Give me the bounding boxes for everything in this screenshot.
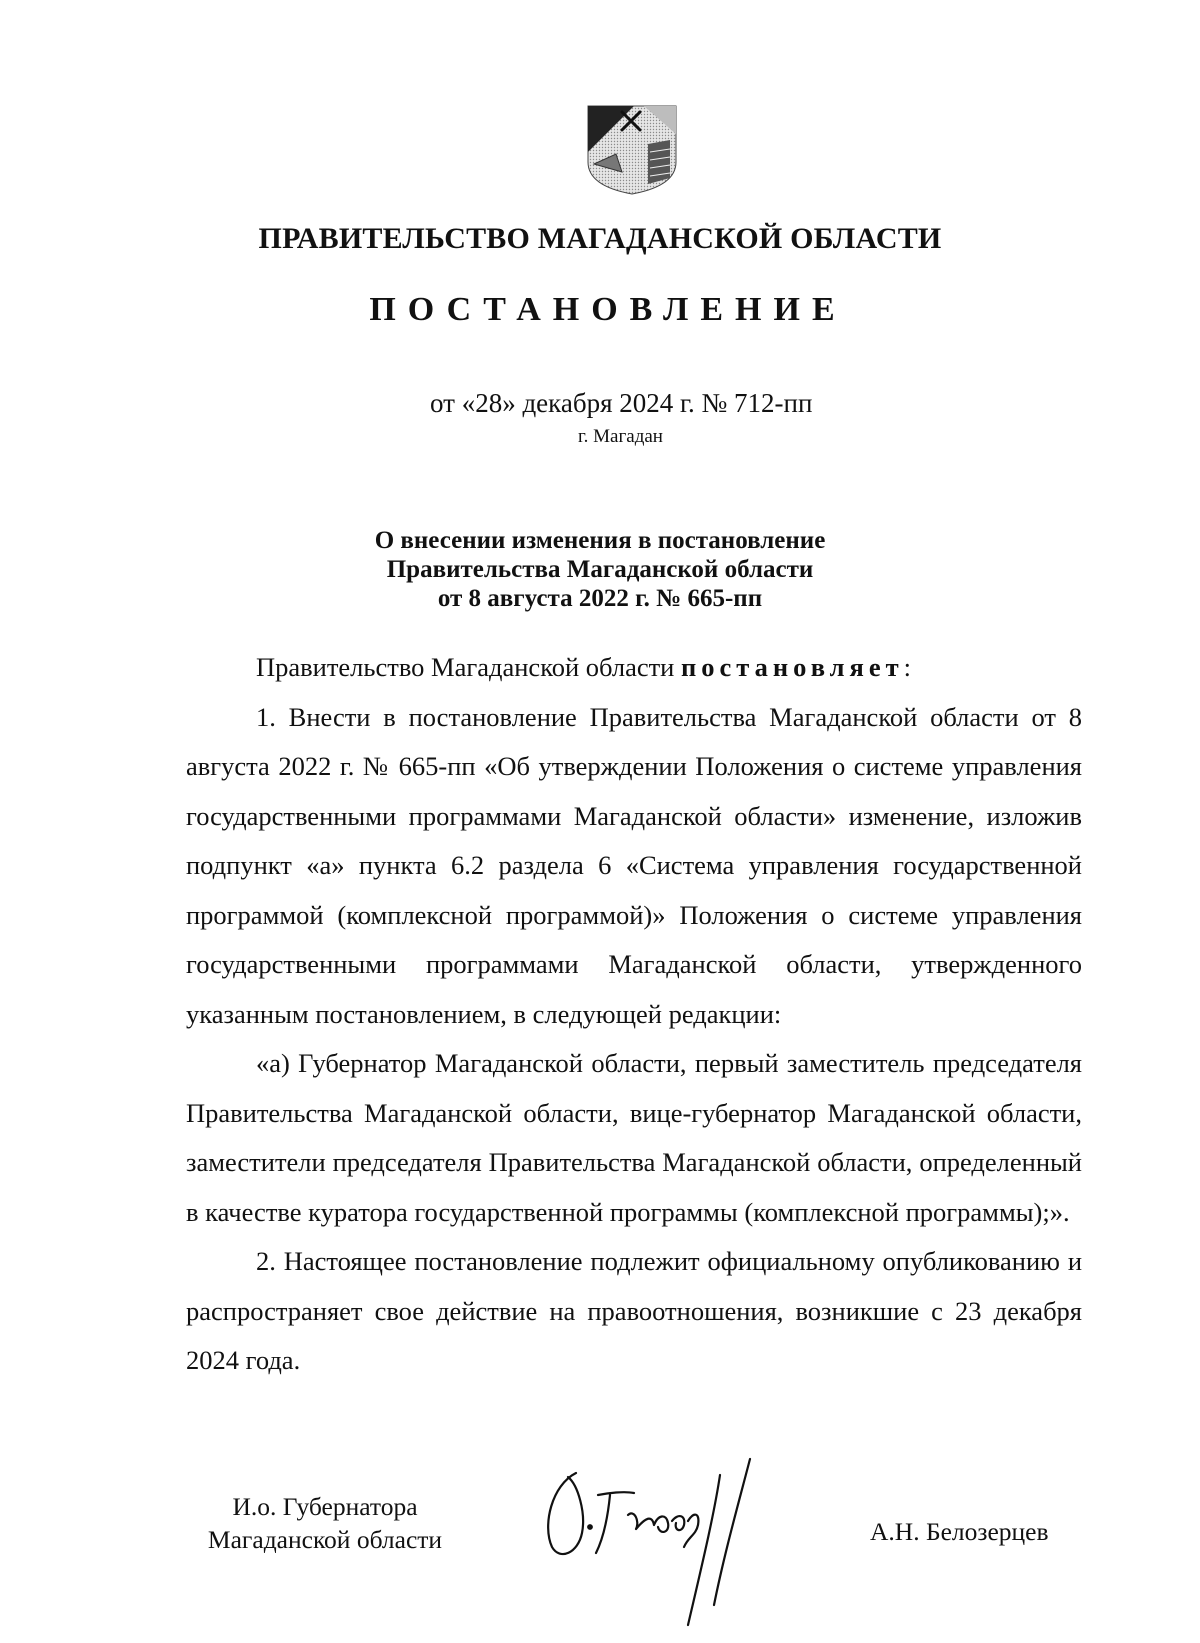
signatory-position-line: Магаданской области [207,1525,443,1554]
preamble-verb: постановляет [680,652,904,682]
preamble-text: Правительство Магаданской области [256,652,675,682]
handwritten-signature [538,1455,788,1635]
subject-line: Правительства Магаданской области [386,556,814,583]
subject-line: О внесении изменения в постановление [374,527,826,554]
signatory-position-line: И.о. Губернатора [232,1492,418,1521]
document-date-number: от «28» декабря 2024 г. № 712-пп [430,388,813,418]
document-body [186,643,1082,1386]
coat-of-arms-icon [586,104,678,196]
item-1-paragraph: 1. Внести в постановление Правительства Магаданской области от 8 августа 2022 г. № 665-пп «Об утверждении Положения о системе управления государственными программами Магаданской области» изменение, изложив подпункт «а» пункта 6.2 раздела 6 «Система управления государственной программой (комплексной программой)» Положения о системе управления государственными программами Магаданской области, утвержденного указанным постановлением, в следующей редакции: [186,701,1082,1029]
document-city: г. Магадан [578,426,663,447]
item-2-paragraph: 2. Настоящее постановление подлежит официальному опубликованию и распространяет свое действие на правоотношения, возникшие с 23 декабря 2024 года. [186,1246,1082,1375]
subject-line: от 8 августа 2022 г. № 665-пп [437,585,763,612]
document-type-title: ПОСТАНОВЛЕНИЕ [369,291,847,328]
government-title: ПРАВИТЕЛЬСТВО МАГАДАНСКОЙ ОБЛАСТИ [258,222,942,255]
preamble-colon: : [903,652,912,682]
preamble-paragraph [186,643,1082,693]
document-subject [0,526,1200,613]
item-1-quote-paragraph: «а) Губернатор Магаданской области, первый заместитель председателя Правительства Магаданской области, вице-губернатор Магаданской области, заместители председателя Правительства Магаданской области, определенный в качестве куратора государственной программы (комплексной программы);». [186,1048,1082,1227]
signatory-name: А.Н. Белозерцев [870,1517,1049,1546]
signatory-position [190,1490,460,1556]
